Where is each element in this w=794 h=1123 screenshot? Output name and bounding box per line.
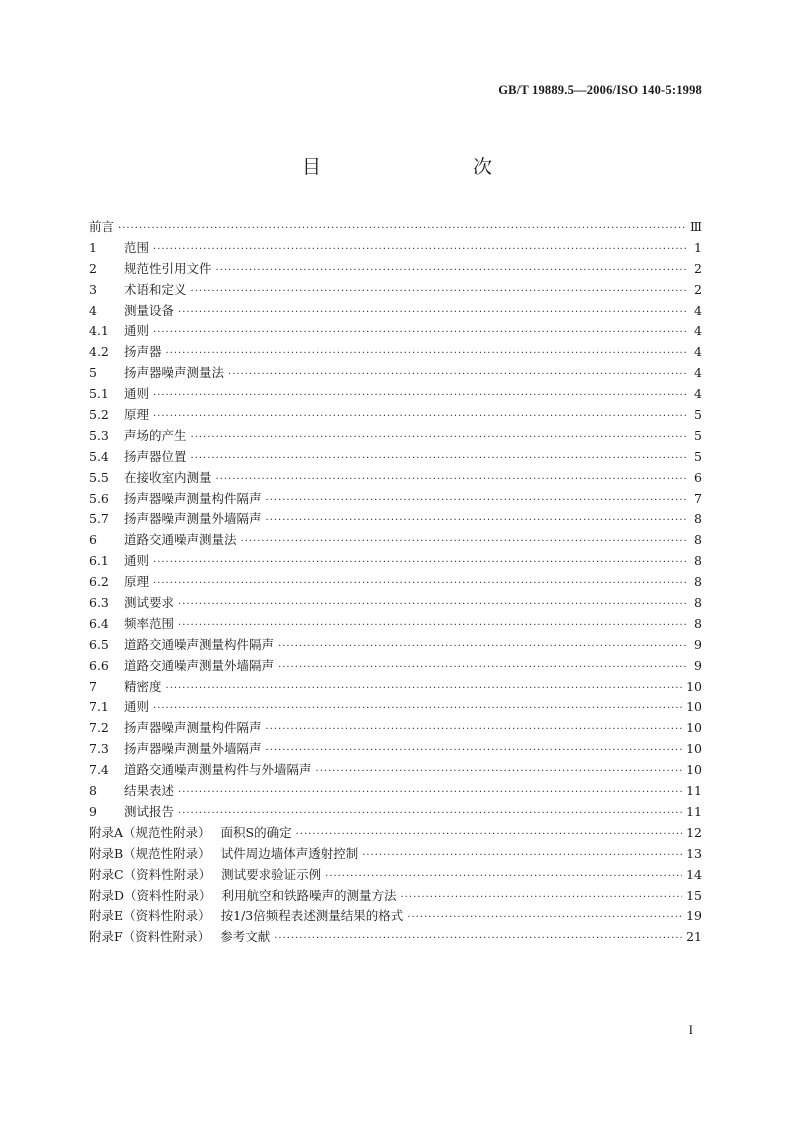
toc-entry-label: 原理 [124, 407, 150, 423]
toc-dot-leader [153, 411, 688, 422]
toc-entry-number: 7.2 [89, 720, 109, 736]
toc-entry-page: 12 [686, 824, 702, 840]
toc-entry-page: 8 [694, 615, 702, 631]
toc-entry[interactable] [89, 259, 702, 280]
toc-entry-page: 8 [694, 574, 702, 590]
toc-dot-leader [278, 662, 688, 673]
toc-dot-leader [166, 348, 688, 359]
toc-entry-number: 5 [89, 365, 97, 381]
toc-entry-label: 测试要求验证示例 [221, 866, 322, 882]
toc-entry-number: 附录A（规范性附录） [89, 824, 211, 840]
toc-entry-number: 附录C（资料性附录） [89, 866, 212, 882]
toc-entry[interactable] [89, 865, 702, 886]
toc-entry[interactable] [89, 572, 702, 593]
toc-entry-label: 规范性引用文件 [124, 260, 212, 276]
toc-entry-number: 3 [89, 281, 97, 297]
toc-dot-leader [362, 850, 682, 861]
toc-entry-number: 6.6 [89, 657, 109, 673]
toc-entry[interactable] [89, 342, 702, 363]
toc-entry-number: 7.1 [89, 699, 109, 715]
toc-entry-number: 5.6 [89, 490, 109, 506]
toc-entry[interactable] [89, 426, 702, 447]
toc-entry-page: 4 [694, 365, 702, 381]
toc-entry-label: 扬声器位置 [124, 448, 187, 464]
toc-dot-leader [178, 620, 688, 631]
toc-entry-page: 19 [686, 908, 702, 924]
toc-entry-page: Ⅲ [689, 219, 702, 234]
page-number: I [688, 1022, 693, 1037]
toc-entry-label: 声场的产生 [124, 427, 187, 443]
toc-dot-leader [241, 536, 688, 547]
toc-entry-label: 扬声器噪声测量外墙隔声 [124, 741, 262, 757]
toc-entry-label: 利用航空和铁路噪声的测量方法 [221, 887, 397, 903]
toc-entry-label: 扬声器噪声测量构件隔声 [124, 490, 262, 506]
toc-entry-label: 在接收室内测量 [124, 469, 212, 485]
toc-entry-page: 21 [686, 929, 702, 945]
toc-entry-page: 5 [694, 427, 702, 443]
toc-entry-label: 按1/3倍频程表述测量结果的格式 [220, 908, 404, 924]
toc-entry-number: 6.2 [89, 574, 109, 590]
toc-entry[interactable] [89, 677, 702, 698]
toc-entry[interactable] [89, 739, 702, 760]
toc-entry-page: 4 [694, 344, 702, 360]
toc-entry-label: 测量设备 [124, 302, 175, 318]
toc-entry[interactable] [89, 906, 702, 927]
toc-entry[interactable] [89, 760, 702, 781]
toc-entry[interactable] [89, 489, 702, 510]
toc-entry-page: 14 [686, 866, 702, 882]
toc-entry[interactable] [89, 886, 702, 907]
toc-entry-number: 6.5 [89, 636, 109, 652]
toc-entry-label: 精密度 [124, 678, 162, 694]
toc-entry-page: 11 [686, 803, 702, 819]
toc-dot-leader [266, 724, 683, 735]
toc-entry-number: 6.4 [89, 615, 109, 631]
toc-dot-leader [191, 453, 688, 464]
toc-dot-leader [216, 265, 688, 276]
toc-entry-label: 扬声器 [124, 344, 162, 360]
toc-entry-number: 1 [89, 239, 97, 255]
toc-entry-label: 参考文献 [220, 929, 271, 945]
toc-dot-leader [266, 495, 688, 506]
toc-entry-label: 扬声器噪声测量外墙隔声 [124, 511, 262, 527]
toc-entry-page: 9 [694, 657, 702, 673]
toc-entry-label: 范围 [124, 239, 150, 255]
toc-entry-number: 7 [89, 678, 97, 694]
toc-entry-number: 4.1 [89, 323, 109, 339]
toc-dot-leader [274, 933, 682, 944]
toc-entry-number: 附录E（资料性附录） [89, 908, 211, 924]
toc-entry-label: 面积S的确定 [220, 824, 292, 840]
toc-entry[interactable] [89, 468, 702, 489]
toc-entry-number: 5.5 [89, 469, 109, 485]
toc-entry-label: 道路交通噪声测量构件隔声 [124, 636, 275, 652]
toc-entry-number: 4 [89, 302, 97, 318]
toc-entry[interactable] [89, 551, 702, 572]
toc-entry-number: 5.1 [89, 386, 109, 402]
toc-entry-label: 道路交通噪声测量外墙隔声 [124, 657, 275, 673]
toc-entry-page: 10 [686, 762, 702, 778]
toc-entry-page: 8 [694, 532, 702, 548]
toc-entry[interactable] [89, 447, 702, 468]
toc-entry-page: 4 [694, 323, 702, 339]
toc-entry[interactable] [89, 635, 702, 656]
toc-entry-label: 通则 [124, 323, 150, 339]
toc-dot-leader [153, 327, 688, 338]
toc-entry-page: 10 [686, 699, 702, 715]
toc-entry-number: 9 [89, 803, 97, 819]
toc-entry-number: 5.7 [89, 511, 109, 527]
toc-entry-page: 9 [694, 636, 702, 652]
toc-dot-leader [216, 474, 688, 485]
toc-dot-leader [178, 307, 688, 318]
toc-entry-page: 10 [686, 720, 702, 736]
toc-entry-number: 5.3 [89, 427, 109, 443]
toc-dot-leader [316, 766, 683, 777]
toc-entry-page: 8 [694, 553, 702, 569]
toc-entry[interactable] [89, 280, 702, 301]
toc-entry-label: 扬声器噪声测量法 [124, 365, 225, 381]
toc-entry-label: 通则 [124, 699, 150, 715]
toc-dot-leader [407, 912, 682, 923]
toc-dot-leader [228, 369, 688, 380]
toc-entry-number: 2 [89, 260, 97, 276]
toc-entry-page: 5 [694, 448, 702, 464]
toc-dot-leader [278, 641, 688, 652]
toc-entry-label: 原理 [124, 574, 150, 590]
toc-entry-label: 结果表述 [124, 783, 175, 799]
toc-entry-page: 6 [694, 469, 702, 485]
toc-entry[interactable] [89, 217, 702, 238]
toc-dot-leader [153, 703, 682, 714]
toc-entry-number: 5.4 [89, 448, 109, 464]
toc-entry-label: 前言 [89, 219, 115, 234]
toc-entry-page: 11 [686, 783, 702, 799]
toc-entry-number: 6 [89, 532, 97, 548]
toc-entry-page: 10 [686, 678, 702, 694]
toc-entry-number: 6.3 [89, 595, 109, 611]
toc-entry-page: 2 [694, 281, 702, 297]
toc-dot-leader [153, 578, 688, 589]
toc-dot-leader [191, 286, 688, 297]
toc-entry-number: 8 [89, 783, 97, 799]
toc-entry-page: 13 [686, 845, 702, 861]
toc-entry[interactable] [89, 321, 702, 342]
toc-entry-number: 4.2 [89, 344, 109, 360]
document-code: GB/T 19889.5—2006/ISO 140-5:1998 [498, 83, 702, 97]
toc-dot-leader [191, 432, 688, 443]
toc-entry-number: 5.2 [89, 407, 109, 423]
toc-dot-leader [266, 515, 688, 526]
toc-entry-number: 7.3 [89, 741, 109, 757]
toc-entry-page: 5 [694, 407, 702, 423]
toc-entry-label: 通则 [124, 553, 150, 569]
toc-entry[interactable] [89, 530, 702, 551]
toc-entry-number: 附录F（资料性附录） [89, 929, 211, 945]
table-of-contents [89, 217, 702, 948]
toc-entry-page: 4 [694, 386, 702, 402]
toc-entry-page: 1 [694, 239, 702, 255]
toc-dot-leader [166, 683, 683, 694]
toc-entry[interactable] [89, 844, 702, 865]
toc-entry-number: 7.4 [89, 762, 109, 778]
toc-entry-page: 10 [686, 741, 702, 757]
page-title: 目 次 [301, 156, 530, 178]
toc-entry[interactable] [89, 656, 702, 677]
toc-entry-label: 扬声器噪声测量构件隔声 [124, 720, 262, 736]
toc-dot-leader [153, 244, 688, 255]
toc-entry-number: 附录D（资料性附录） [89, 887, 212, 903]
toc-entry-page: 4 [694, 302, 702, 318]
toc-entry-label: 通则 [124, 386, 150, 402]
toc-entry-page: 15 [686, 887, 702, 903]
toc-entry[interactable] [89, 384, 702, 405]
toc-dot-leader [266, 745, 683, 756]
toc-entry[interactable] [89, 823, 702, 844]
toc-entry[interactable] [89, 927, 702, 948]
toc-entry-label: 测试报告 [124, 803, 175, 819]
toc-entry-label: 道路交通噪声测量法 [124, 532, 237, 548]
toc-entry[interactable] [89, 301, 702, 322]
toc-entry-number: 附录B（规范性附录） [89, 845, 211, 861]
toc-entry[interactable] [89, 614, 702, 635]
toc-entry-label: 道路交通噪声测量构件与外墙隔声 [124, 762, 312, 778]
toc-entry[interactable] [89, 718, 702, 739]
toc-entry[interactable] [89, 593, 702, 614]
toc-entry-label: 频率范围 [124, 615, 175, 631]
toc-dot-leader [178, 808, 682, 819]
toc-entry-number: 6.1 [89, 553, 109, 569]
toc-entry[interactable] [89, 802, 702, 823]
toc-entry-page: 8 [694, 511, 702, 527]
toc-dot-leader [401, 892, 683, 903]
toc-entry-page: 2 [694, 260, 702, 276]
toc-entry[interactable] [89, 509, 702, 530]
toc-dot-leader [153, 557, 688, 568]
toc-entry-label: 试件周边墙体声透射控制 [220, 845, 359, 861]
toc-entry-label: 测试要求 [124, 595, 175, 611]
toc-entry-page: 7 [694, 490, 702, 506]
toc-entry[interactable] [89, 405, 702, 426]
toc-entry[interactable] [89, 781, 702, 802]
toc-dot-leader [118, 223, 686, 234]
toc-entry-label: 术语和定义 [124, 281, 187, 297]
toc-dot-leader [325, 871, 682, 882]
toc-entry[interactable] [89, 363, 702, 384]
toc-dot-leader [178, 787, 682, 798]
toc-entry[interactable] [89, 697, 702, 718]
toc-entry[interactable] [89, 238, 702, 259]
toc-entry-page: 8 [694, 595, 702, 611]
toc-dot-leader [178, 599, 688, 610]
toc-dot-leader [153, 390, 688, 401]
toc-dot-leader [296, 829, 682, 840]
